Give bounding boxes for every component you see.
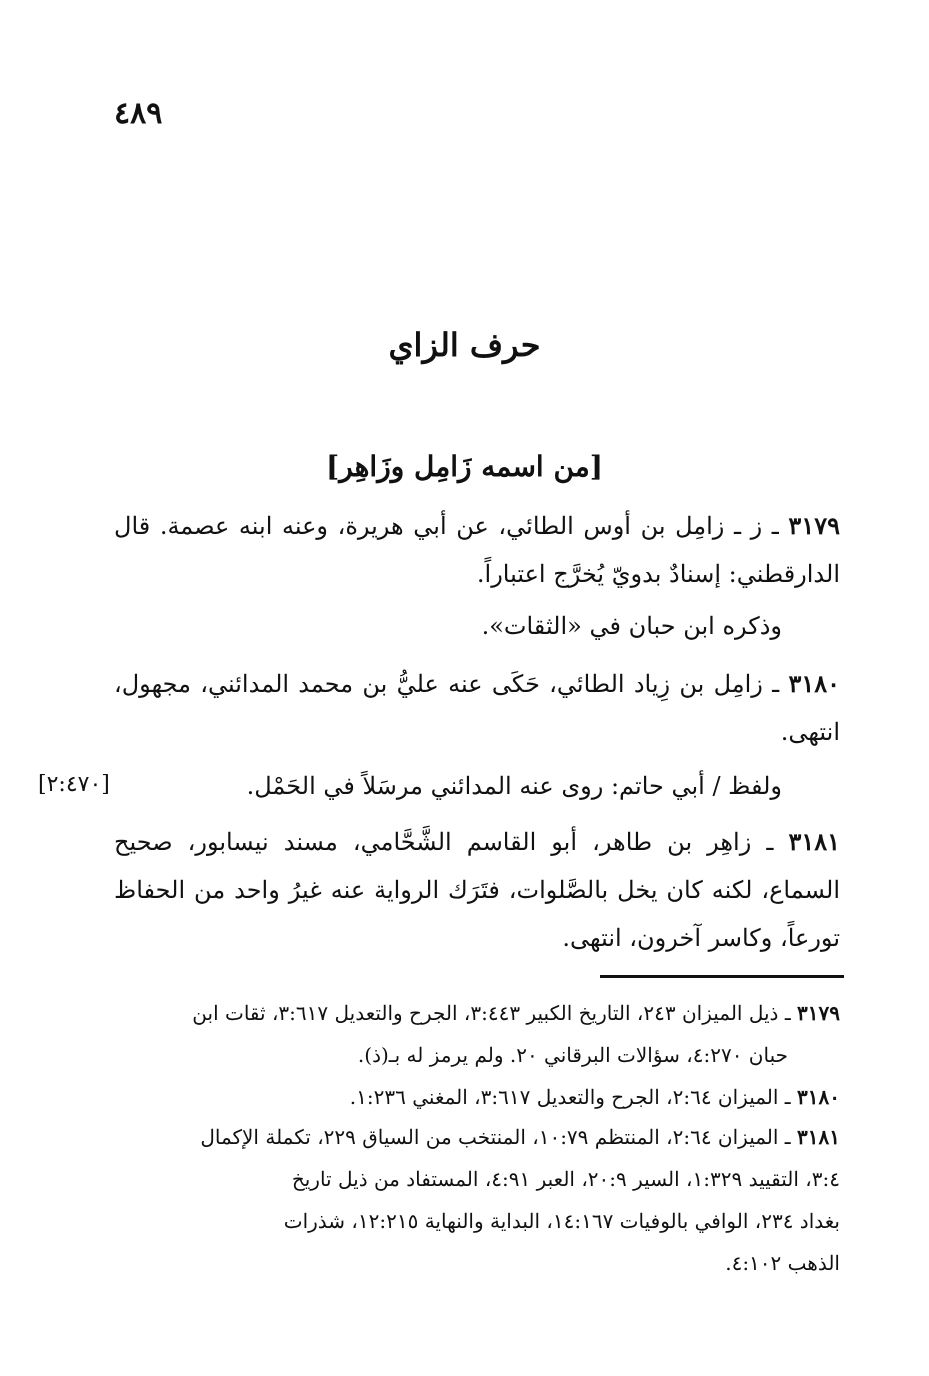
page-number: ٤٨٩ bbox=[114, 96, 163, 131]
footnote-number: ٣١٧٩ bbox=[797, 1001, 840, 1025]
footnote-number: ٣١٨١ bbox=[797, 1125, 840, 1149]
footnote-line: حبان ٤:٢٧٠، سؤالات البرقاني ٢٠. ولم يرمز له بـ(ذ). bbox=[357, 1043, 788, 1067]
footnote-3180 bbox=[114, 1076, 840, 1118]
chapter-title: حرف الزاي bbox=[388, 326, 541, 364]
footnote-line bbox=[114, 1076, 840, 1118]
entry-3180 bbox=[114, 660, 840, 756]
entry-text: وذكره ابن حبان في «الثقات». bbox=[481, 612, 782, 640]
entry-3179 bbox=[114, 502, 840, 598]
section-heading: [من اسمه زَامِل وزَاهِر] bbox=[325, 450, 604, 483]
entry-number: ٣١٨٠ bbox=[788, 669, 840, 698]
footnote-line bbox=[114, 1116, 840, 1158]
footnote-3179 bbox=[114, 992, 840, 1076]
entry-3181 bbox=[114, 818, 840, 962]
footnote-3181 bbox=[114, 1116, 840, 1284]
entry-number: ٣١٨١ bbox=[788, 827, 840, 856]
entry-text: ولفظ / أبي حاتم: روى عنه المدائني مرسَلاً في الحَمْل. bbox=[246, 772, 782, 800]
entry-text: ـ ز ـ زامِل بن أوس الطائي، عن أبي هريرة، وعنه ابنه عصمة. قال الدارقطني: إسنادٌ بدويّ يُخرَّج اعتباراً. bbox=[114, 512, 840, 588]
footnote-number: ٣١٨٠ bbox=[797, 1085, 840, 1109]
footnote-line: بغداد ٢٣٤، الوافي بالوفيات ١٤:١٦٧، البداية والنهاية ١٢:٢١٥، شذرات bbox=[283, 1209, 840, 1233]
footnote-text: ـ الميزان ٢:٦٤، المنتظم ١٠:٧٩، المنتخب من السياق ٢٢٩، تكملة الإكمال bbox=[200, 1125, 791, 1149]
entry-number: ٣١٧٩ bbox=[788, 511, 840, 540]
footnote-rule bbox=[600, 975, 844, 978]
entry-3180-note bbox=[114, 762, 782, 810]
margin-reference: [٢:٤٧٠] bbox=[38, 772, 110, 797]
entry-text: ـ زاهِر بن طاهر، أبو القاسم الشَّحَّامي، مسند نيسابور، صحيح السماع، لكنه كان يخل بالصَّلوات، فتَرَك الرواية عنه غيرُ واحد من الحفاظ تورعاً، وكاسر آخرون، انتهى. bbox=[114, 828, 840, 952]
footnote-text: ـ الميزان ٢:٦٤، الجرح والتعديل ٣:٦١٧، المغني ١:٢٣٦. bbox=[349, 1085, 791, 1109]
footnote-line: ٣:٤، التقييد ١:٣٢٩، السير ٢٠:٩، العبر ٤:٩١، المستفاد من ذيل تاريخ bbox=[291, 1167, 840, 1191]
footnote-line: الذهب ٤:١٠٢. bbox=[725, 1251, 840, 1275]
footnote-text: ـ ذيل الميزان ٢٤٣، التاريخ الكبير ٣:٤٤٣، الجرح والتعديل ٣:٦١٧، ثقات ابن bbox=[192, 1001, 791, 1025]
footnote-line bbox=[114, 992, 840, 1034]
entry-3179-note bbox=[114, 602, 782, 650]
entry-text: ـ زامِل بن زِياد الطائي، حَكَى عنه عليُّ بن محمد المدائني، مجهول، انتهى. bbox=[114, 670, 840, 746]
